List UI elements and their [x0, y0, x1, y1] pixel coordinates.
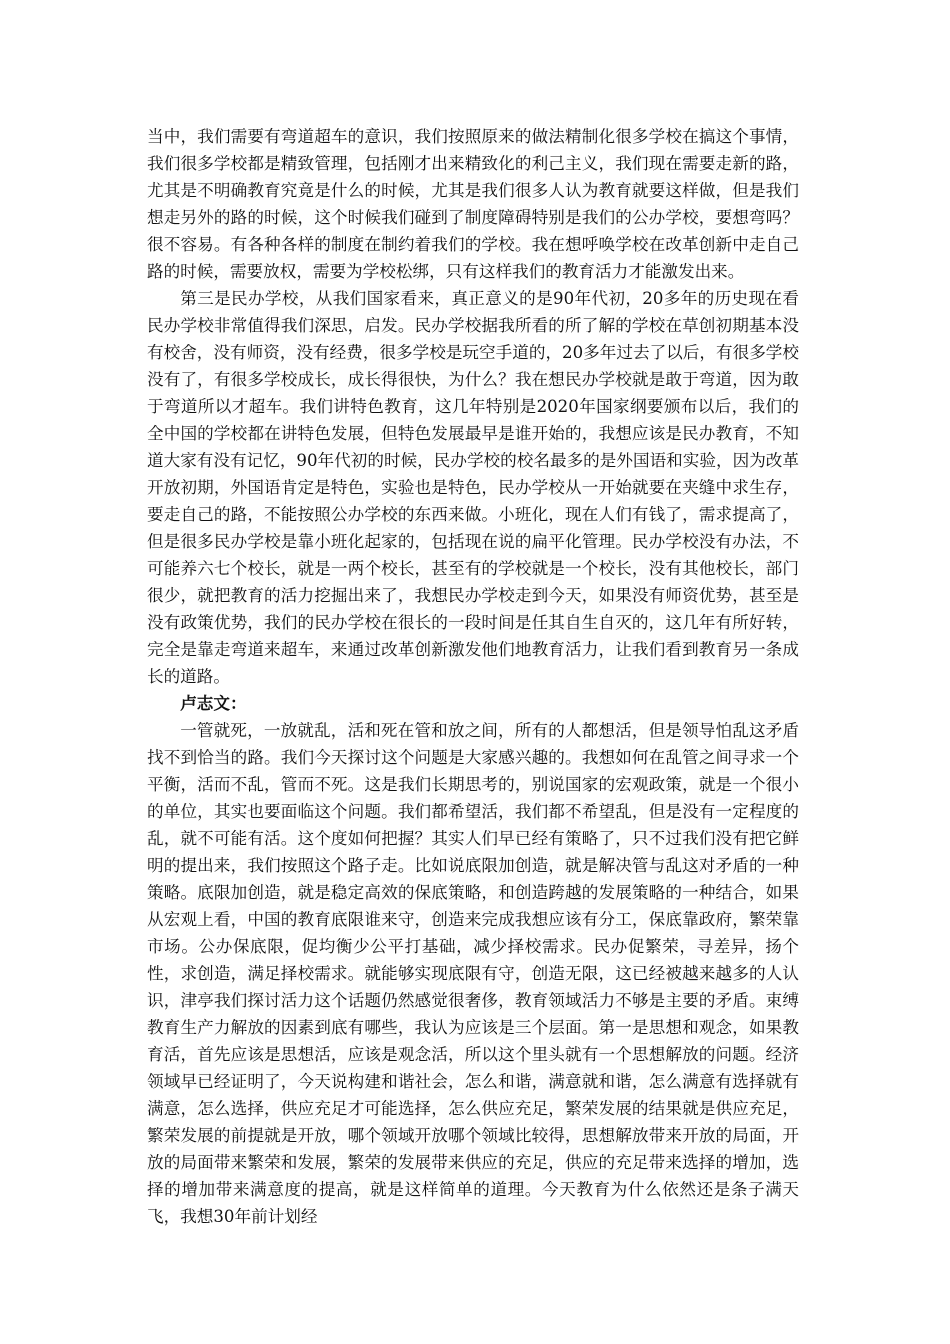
document-body — [147, 123, 799, 1230]
paragraph-private-schools: 第三是民办学校，从我们国家看来，真正意义的是90年代初，20多年的历史现在看民办学校非常值得我们深思，启发。民办学校据我所看的所了解的学校在草创初期基本没有校舍，没有师资，没有经费，很多学校是玩空手道的，20多年过去了以后，有很多学校没有了，有很多学校成长，成长得很快，为什么？我在想民办学校就是敢于弯道，因为敢于弯道所以才超车。我们讲特色教育，这几年特别是2020年国家纲要颁布以后，我们的全中国的学校都在讲特色发展，但特色发展最早是谁开始的，我想应该是民办教育，不知道大家有没有记忆，90年代初的时候，民办学校的校名最多的是外国语和实验，因为改革开放初期，外国语肯定是特色，实验也是特色，民办学校从一开始就要在夹缝中求生存，要走自己的路，不能按照公办学校的东西来做。小班化，现在人们有钱了，需求提高了，但是很多民办学校是靠小班化起家的，包括现在说的扁平化管理。民办学校没有办法，不可能养六七个校长，就是一两个校长，甚至有的学校就是一个校长，没有其他校长，部门很少，就把教育的活力挖掘出来了，我想民办学校走到今天，如果没有师资优势，甚至是没有政策优势，我们的民办学校在很长的一段时间是任其自生自灭的，这几年有所好转，完全是靠走弯道来超车，来通过改革创新激发他们地教育活力，让我们看到教育另一条成长的道路。 — [147, 289, 799, 686]
speaker-name: 卢志文： — [180, 693, 247, 713]
paragraph-speaker-remarks: 一管就死，一放就乱，活和死在管和放之间，所有的人都想活，但是领导怕乱这矛盾找不到恰当的路。我们今天探讨这个问题是大家感兴趣的。我想如何在乱管之间寻求一个平衡，活而不乱，管而不死。这是我们长期思考的，别说国家的宏观政策，就是一个很小的单位，其实也要面临这个问题。我们都希望活，我们都不希望乱，但是没有一定程度的乱，就不可能有活。这个度如何把握？其实人们早已经有策略了，只不过我们没有把它鲜明的提出来，我们按照这个路子走。比如说底限加创造，就是解决管与乱这对矛盾的一种策略。底限加创造，就是稳定高效的保底策略，和创造跨越的发展策略的一种结合，如果从宏观上看，中国的教育底限谁来守，创造来完成我想应该有分工，保底靠政府，繁荣靠市场。公办保底限，促均衡少公平打基础，减少择校需求。民办促繁荣，寻差异，扬个性，求创造，满足择校需求。就能够实现底限有守，创造无限，这已经被越来越多的人认识，津亭我们探讨活力这个话题仍然感觉很奢侈，教育领域活力不够是主要的矛盾。束缚教育生产力解放的因素到底有哪些，我认为应该是三个层面。第一是思想和观念，如果教育活，首先应该是思想活，应该是观念活，所以这个里头就有一个思想解放的问题。经济领域早已经证明了，今天说构建和谐社会，怎么和谐，满意就和谐，怎么满意有选择就有满意，怎么选择，供应充足才可能选择，怎么供应充足，繁荣发展的结果就是供应充足，繁荣发展的前提就是开放，哪个领域开放哪个领域比较得，思想解放带来开放的局面，开放的局面带来繁荣和发展，繁荣的发展带来供应的充足，供应的充足带来选择的增加，选择的增加带来满意度的提高，就是这样简单的道理。今天教育为什么依然还是条子满天飞，我想30年前计划经 — [147, 721, 799, 1226]
paragraph-continued: 当中，我们需要有弯道超车的意识，我们按照原来的做法精制化很多学校在搞这个事情，我们很多学校都是精致管理，包括刚才出来精致化的利己主义，我们现在需要走新的路，尤其是不明确教育究竟是什么的时候，尤其是我们很多人认为教育就要这样做，但是我们想走另外的路的时候，这个时候我们碰到了制度障碍特别是我们的公办学校，要想弯吗？很不容易。有各种各样的制度在制约着我们的学校。我在想呼唤学校在改革创新中走自己路的时候，需要放权，需要为学校松绑，只有这样我们的教育活力才能激发出来。 — [147, 127, 799, 281]
